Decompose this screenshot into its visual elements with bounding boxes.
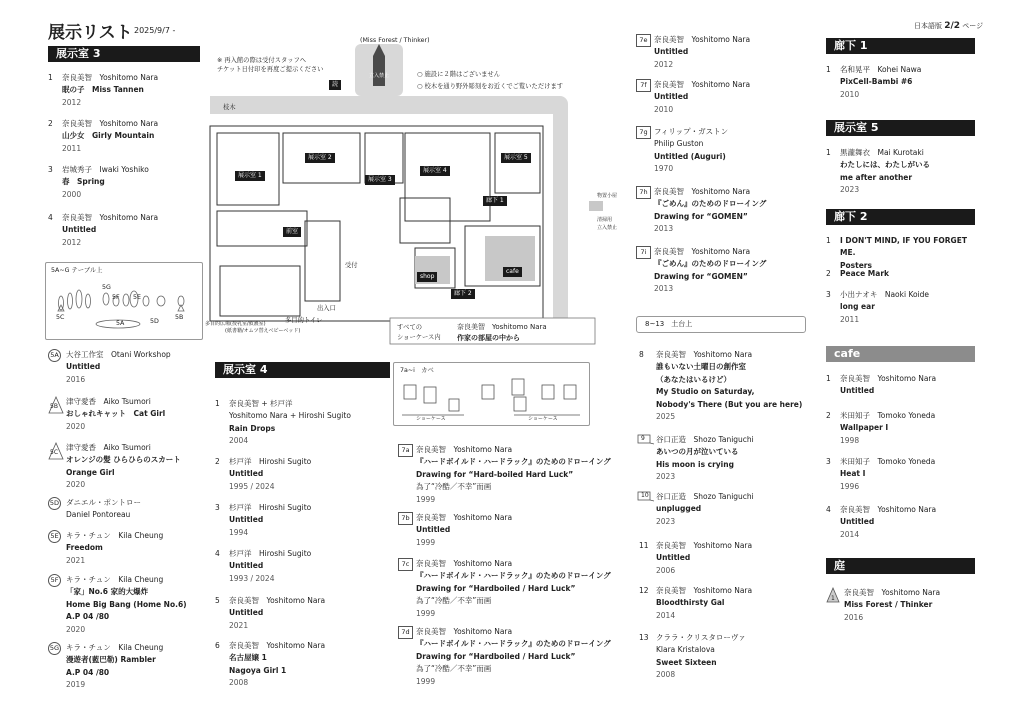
map-exit: 出入口 bbox=[317, 305, 336, 312]
work-line: 奈良美智 Yoshitomo Nara bbox=[416, 513, 513, 522]
work-entry bbox=[826, 373, 976, 398]
work-line: 岩城秀子 Iwaki Yoshiko bbox=[62, 165, 149, 174]
work-line: Heat I bbox=[840, 469, 866, 479]
work-line: 1999 bbox=[416, 537, 436, 547]
work-line: 1999 bbox=[416, 676, 436, 686]
map-reception: 受付 bbox=[345, 262, 358, 269]
work-line: 為了“冷酷／不幸”而画 bbox=[416, 482, 492, 492]
work-line: キラ・チュン Kila Cheung bbox=[66, 643, 164, 652]
work-line: Untitled bbox=[62, 225, 97, 235]
work-line: （あなたはいるけど） bbox=[656, 374, 731, 384]
work-line: 2013 bbox=[654, 284, 674, 294]
work-line: 1993 / 2024 bbox=[229, 573, 275, 583]
work-line: 春 Spring bbox=[62, 177, 105, 187]
work-line: Untitled bbox=[229, 608, 264, 618]
section-corridor1: 廊下 1 bbox=[826, 38, 975, 54]
work-line: 奈良美智 Yoshitomo Nara bbox=[229, 596, 326, 605]
work-entry bbox=[636, 186, 811, 236]
work-number: 8 bbox=[639, 350, 644, 359]
work-line: 2012 bbox=[62, 97, 82, 107]
work-line: 杉戸洋 Hiroshi Sugito bbox=[229, 503, 312, 512]
wall7-label: 7a~i カベ bbox=[400, 367, 434, 374]
map-side1: 物置小屋 bbox=[597, 193, 618, 199]
work-number: 3 bbox=[215, 503, 220, 512]
map-bottom2: (紙書籍/オムツ替えベビーベッド) bbox=[225, 328, 301, 334]
work-line: 1970 bbox=[654, 164, 674, 174]
work-line: My Studio on Saturday, bbox=[656, 387, 755, 397]
work-line: 2016 bbox=[66, 374, 86, 384]
work-line: 1995 / 2024 bbox=[229, 481, 275, 491]
work-line: His moon is crying bbox=[656, 459, 734, 469]
showcase-label: すべての bbox=[397, 324, 423, 331]
work-number: 1 bbox=[826, 374, 831, 383]
work-line: 2006 bbox=[656, 565, 676, 575]
map-corridor2: 廊下 2 bbox=[451, 289, 475, 299]
work-line: 誰もいない土曜日の創作室 bbox=[656, 362, 746, 372]
work-line: Untitled bbox=[656, 553, 691, 563]
work-entry: 10 谷口正造 Shozo Taniguchi unplugged 2023 bbox=[639, 491, 819, 528]
work-line: クララ・クリスタローヴァ bbox=[656, 633, 746, 642]
work-entry bbox=[639, 585, 819, 622]
work-line: 2020 bbox=[66, 421, 86, 431]
work-tag: 5D bbox=[48, 497, 61, 510]
work-line: 名和晃平 Kohei Nawa bbox=[840, 65, 922, 74]
work-line: キラ・チュン Kila Cheung bbox=[66, 531, 164, 540]
work-line: 奈良美智 Yoshitomo Nara bbox=[840, 374, 937, 383]
work-line: unplugged bbox=[656, 504, 702, 514]
work-tag: 5B bbox=[50, 403, 58, 410]
work-line: Untitled bbox=[654, 92, 689, 102]
work-entry bbox=[826, 504, 976, 541]
work-number: 6 bbox=[215, 641, 220, 650]
work-line: 『ハードボイルド・ハードラック』のためのドローイング bbox=[416, 571, 611, 581]
work-line: 2012 bbox=[62, 237, 82, 247]
work-number: 13 bbox=[639, 633, 649, 642]
work-number: 2 bbox=[215, 457, 220, 466]
showcase-caption: ショーケース bbox=[528, 416, 558, 422]
work-line: 2023 bbox=[840, 185, 860, 195]
work-line: Philip Guston bbox=[654, 139, 704, 149]
page-indicator: 日本語版 2/2 ページ bbox=[914, 21, 984, 31]
map-room2: 展示室 2 bbox=[305, 153, 335, 163]
work-line: A.P 04 /80 bbox=[66, 612, 110, 622]
section-cafe: cafe bbox=[826, 346, 975, 362]
work-line: 2021 bbox=[229, 620, 249, 630]
work-line: Untitled bbox=[229, 561, 264, 571]
work-entry bbox=[639, 632, 819, 682]
work-line: 奈良美智 Yoshitomo Nara bbox=[416, 445, 513, 454]
work-line: 『ハードボイルド・ハードラック』のためのドローイング bbox=[416, 457, 611, 467]
work-line: 小出ナオキ Naoki Koide bbox=[840, 290, 930, 299]
work-line: Drawing for “Hardboiled / Hard Luck” bbox=[416, 583, 576, 593]
map-top-warning: 立入禁止 bbox=[369, 73, 390, 79]
page-title: 展示リスト bbox=[48, 23, 133, 43]
work-line: 2004 bbox=[229, 436, 249, 446]
work-line: 奈良美智 + 杉戸洋 bbox=[229, 399, 293, 408]
work-line: 1996 bbox=[840, 481, 860, 491]
work-line: 米田知子 Tomoko Yoneda bbox=[840, 457, 936, 466]
showcase-title: 作家の部屋の中から bbox=[457, 334, 520, 342]
work-entry bbox=[636, 246, 811, 296]
work-line: 「家」No.6 家的大爆炸 bbox=[66, 587, 149, 597]
work-line: 奈良美智 Yoshitomo Nara bbox=[654, 247, 751, 256]
work-line: 奈良美智 Yoshitomo Nara bbox=[62, 119, 159, 128]
work-line: あいつの月が泣いている bbox=[656, 447, 739, 457]
work-line: 2023 bbox=[656, 472, 676, 482]
work-line: Sweet Sixteen bbox=[656, 657, 717, 667]
map-stamp: 読 bbox=[329, 80, 341, 90]
work-line: 1998 bbox=[840, 435, 860, 445]
work-line: 1999 bbox=[416, 608, 436, 618]
work-number: 3 bbox=[48, 165, 53, 174]
work-line: 2014 bbox=[656, 610, 676, 620]
work-line: 奈良美智 Yoshitomo Nara bbox=[656, 350, 753, 359]
work-line: 『ごめん』のためのドローイング bbox=[654, 199, 767, 209]
work-line: 津守愛香 Aiko Tsumori bbox=[66, 397, 151, 406]
work-line: 2010 bbox=[654, 104, 674, 114]
map-room3: 展示室 3 bbox=[365, 175, 395, 185]
map-note-garden: ○ 校木を通り野外彫刻をお近くでご覧いただけます bbox=[417, 83, 564, 90]
work-entry bbox=[398, 558, 613, 620]
work-tag: 7e bbox=[636, 34, 651, 47]
work-number: 3 bbox=[826, 457, 831, 466]
work-entry bbox=[826, 410, 976, 447]
work-line: Freedom bbox=[66, 543, 103, 553]
work-entry bbox=[826, 64, 976, 101]
triangle-marker-icon bbox=[826, 587, 839, 600]
work-number: 2 bbox=[826, 269, 831, 278]
map-side3: 立入禁止 bbox=[597, 225, 618, 231]
work-line: 2012 bbox=[654, 59, 674, 69]
work-line: Untitled bbox=[654, 47, 689, 57]
work-line: Untitled bbox=[840, 386, 875, 396]
map-corridor1: 廊下 1 bbox=[483, 196, 507, 206]
work-entry bbox=[636, 126, 811, 176]
showcase-label2: ショーケース内 bbox=[397, 334, 441, 341]
work-tag: 5F bbox=[48, 574, 61, 587]
work-line: Posters bbox=[840, 260, 872, 270]
work-line: 奈良美智 Yoshitomo Nara bbox=[62, 213, 159, 222]
work-line: 谷口正造 Shozo Taniguchi bbox=[656, 492, 754, 501]
work-line: 2013 bbox=[654, 224, 674, 234]
work-number: 2 bbox=[826, 411, 831, 420]
work-line: フィリップ・ガストン bbox=[654, 127, 729, 136]
work-line: 為了“冷酷／不幸”而画 bbox=[416, 664, 492, 674]
work-number: 4 bbox=[215, 549, 220, 558]
work-line: Daniel Pontoreau bbox=[66, 510, 131, 520]
work-number: 12 bbox=[639, 586, 649, 595]
work-line: 奈良美智 Yoshitomo Nara bbox=[654, 35, 751, 44]
work-line: long ear bbox=[840, 302, 875, 312]
work-line: 漫遊者(藍巴勒) Rambler bbox=[66, 655, 156, 665]
work-line: Drawing for “Hard-boiled Hard Luck” bbox=[416, 469, 574, 479]
work-line: 2011 bbox=[840, 314, 860, 324]
map-note-reentry: ※ 再入館の際は受付スタッフへ チケット日付印を再度ご提示ください bbox=[217, 57, 324, 73]
floor-map bbox=[205, 36, 625, 346]
work-line: 大谷工作室 Otani Workshop bbox=[66, 350, 171, 359]
work-line: 奈良美智 Yoshitomo Nara bbox=[656, 541, 753, 550]
work-entry bbox=[639, 349, 819, 423]
work-line: A.P 04 /80 bbox=[66, 667, 110, 677]
work-entry bbox=[639, 540, 819, 577]
work-entry bbox=[398, 444, 613, 506]
work-tag: 7f bbox=[636, 79, 651, 92]
work-entry bbox=[636, 34, 811, 71]
work-line: 『ごめん』のためのドローイング bbox=[654, 259, 767, 269]
map-toilet: 多目的トイレ bbox=[285, 317, 323, 324]
work-line: 2023 bbox=[656, 516, 676, 526]
work-line: キラ・チュン Kila Cheung bbox=[66, 575, 164, 584]
work-line: 2021 bbox=[66, 555, 86, 565]
map-room1: 展示室 1 bbox=[235, 171, 265, 181]
section-corridor2: 廊下 2 bbox=[826, 209, 975, 225]
work-line: 奈良美智 Yoshitomo Nara bbox=[654, 80, 751, 89]
work-number: 4 bbox=[826, 505, 831, 514]
map-cafe: cafe bbox=[503, 267, 522, 277]
work-line: 名古屋嬢 1 bbox=[229, 653, 267, 663]
work-line: おしゃれキャット Cat Girl bbox=[66, 409, 166, 419]
section-room4: 展示室 4 bbox=[215, 362, 390, 378]
work-line: 谷口正造 Shozo Taniguchi bbox=[656, 435, 754, 444]
work-entry bbox=[826, 268, 976, 280]
work-line: オレンジの髪 ひらひらのスカート bbox=[66, 455, 181, 465]
work-line: PixCell-Bambi #6 bbox=[840, 77, 913, 87]
work-line: 奈良美智 Yoshitomo Nara bbox=[62, 73, 159, 82]
inset-mark: 5D bbox=[150, 318, 159, 325]
inset-mark: 5E bbox=[133, 294, 141, 301]
work-number: 4 bbox=[48, 213, 53, 222]
work-line: Untitled bbox=[66, 362, 101, 372]
work-line: Untitled (Auguri) bbox=[654, 151, 726, 161]
work-line: ダニエル・ポントロー bbox=[66, 498, 141, 507]
work-entry bbox=[398, 626, 613, 688]
work-line: Drawing for “GOMEN” bbox=[654, 211, 748, 221]
work-line: 1994 bbox=[229, 527, 249, 537]
work-entry bbox=[398, 512, 613, 549]
work-line: 奈良美智 Yoshitomo Nara bbox=[229, 641, 326, 650]
work-line: 2020 bbox=[66, 624, 86, 634]
work-line: 山少女 Girly Mountain bbox=[62, 131, 155, 141]
garden-work: 1 奈良美智 Yoshitomo Nara Miss Forest / Thinker 2016 bbox=[826, 587, 1024, 624]
work-line: 黒瀧舞衣 Mai Kurotaki bbox=[840, 148, 924, 157]
work-entry bbox=[826, 456, 976, 493]
section-room3: 展示室 3 bbox=[48, 46, 200, 62]
table-inset bbox=[45, 262, 203, 340]
map-anteroom: 前室 bbox=[283, 227, 301, 237]
work-line: Drawing for “GOMEN” bbox=[654, 271, 748, 281]
work-line: 2008 bbox=[656, 670, 676, 680]
work-line: 『ハードボイルド・ハードラック』のためのドローイング bbox=[416, 639, 611, 649]
triangle-marker-icon bbox=[48, 442, 61, 455]
wall7-diagram bbox=[393, 362, 590, 426]
work-number: 3 bbox=[826, 290, 831, 299]
work-line: Untitled bbox=[840, 517, 875, 527]
work-line: Peace Mark bbox=[840, 269, 889, 278]
triangle-marker-icon bbox=[48, 396, 61, 409]
work-line: 奈良美智 Yoshitomo Nara bbox=[656, 586, 753, 595]
date-label: 2025/9/7 - bbox=[134, 26, 176, 35]
work-line: 2010 bbox=[840, 89, 860, 99]
map-top-label: (Miss Forest / Thinker) bbox=[360, 37, 430, 44]
work-tag: 5C bbox=[50, 449, 59, 456]
work-line: 津守愛香 Aiko Tsumori bbox=[66, 443, 151, 452]
inset-mark: 5F bbox=[112, 294, 120, 301]
work-tag: 7g bbox=[636, 126, 651, 139]
work-tag: 7a bbox=[398, 444, 413, 457]
work-line: Yoshitomo Nara + Hiroshi Sugito bbox=[229, 411, 351, 421]
work-line: Klara Kristalova bbox=[656, 645, 715, 655]
work-line: 2025 bbox=[656, 412, 676, 422]
work-line: Drawing for “Hardboiled / Hard Luck” bbox=[416, 651, 576, 661]
work-line: 2019 bbox=[66, 680, 86, 690]
work-line: Rain Drops bbox=[229, 423, 276, 433]
work-tag: 7d bbox=[398, 626, 413, 639]
work-line: Home Big Bang (Home No.6) bbox=[66, 599, 187, 609]
work-line: 米田知子 Tomoko Yoneda bbox=[840, 411, 936, 420]
work-line: Untitled bbox=[416, 525, 451, 535]
map-side2: 清掃用 bbox=[597, 217, 613, 223]
work-tag: 7h bbox=[636, 186, 651, 199]
work-number: 1 bbox=[48, 73, 53, 82]
work-line: 奈良美智 Yoshitomo Nara bbox=[416, 559, 513, 568]
work-number: 1 bbox=[826, 148, 831, 157]
work-tag: 5E bbox=[48, 530, 61, 543]
work-line: 奈良美智 Yoshitomo Nara bbox=[840, 505, 937, 514]
work-number: 1 bbox=[826, 236, 831, 245]
work-line: 為了“冷酷／不幸”而画 bbox=[416, 596, 492, 606]
work-line: Wallpaper I bbox=[840, 423, 889, 433]
work-line: 1999 bbox=[416, 494, 436, 504]
map-shop: shop bbox=[417, 272, 437, 282]
inset-mark: 5C bbox=[56, 314, 65, 321]
work-line: Untitled bbox=[229, 515, 264, 525]
map-room5: 展示室 5 bbox=[501, 153, 531, 163]
inset-mark: 5A bbox=[116, 320, 125, 327]
work-line: Untitled bbox=[229, 469, 264, 479]
inset-mark: 5G bbox=[102, 284, 111, 291]
work-number: 5 bbox=[215, 596, 220, 605]
inset-label: 5A~G テーブル上 bbox=[51, 267, 103, 274]
work-entry bbox=[826, 235, 976, 272]
work-number: 11 bbox=[639, 541, 649, 550]
work-line: Orange Girl bbox=[66, 467, 115, 477]
showcase-artist: 奈良美智 Yoshitomo Nara bbox=[457, 323, 547, 331]
section-room5: 展示室 5 bbox=[826, 120, 975, 136]
work-line: Nagoya Girl 1 bbox=[229, 665, 287, 675]
map-note-floors: ○ 施設に２階はございません bbox=[417, 71, 501, 78]
work-tag: 5A bbox=[48, 349, 61, 362]
work-line: 2014 bbox=[840, 529, 860, 539]
eight-label: 8~13 土台上 bbox=[645, 320, 693, 328]
work-number: 1 bbox=[215, 399, 220, 408]
work-line: I DON'T MIND, IF YOU FORGET ME. bbox=[840, 236, 967, 258]
inset-mark: 5B bbox=[175, 314, 184, 321]
work-tag: 7b bbox=[398, 512, 413, 525]
work-entry bbox=[636, 79, 811, 116]
map-bottom1: 多目的広場(授乳室/救護室) bbox=[205, 321, 266, 327]
work-line: 2020 bbox=[66, 480, 86, 490]
work-line: 奈良美智 Yoshitomo Nara bbox=[654, 187, 751, 196]
section-garden: 庭 bbox=[826, 558, 975, 574]
work-line: わたしには、わたしがいる bbox=[840, 160, 930, 170]
work-tag: 5G bbox=[48, 642, 61, 655]
map-road-label: 枝木 bbox=[223, 104, 236, 111]
work-line: 奈良美智 Yoshitomo Nara bbox=[416, 627, 513, 636]
work-line: 眠の子 Miss Tannen bbox=[62, 85, 144, 95]
work-tag: 7c bbox=[398, 558, 413, 571]
work-entry bbox=[826, 147, 976, 197]
work-entry bbox=[826, 289, 976, 326]
work-line: 2008 bbox=[229, 678, 249, 688]
work-line: Bloodthirsty Gal bbox=[656, 598, 725, 608]
eight-label-box bbox=[636, 316, 806, 333]
work-line: 杉戸洋 Hiroshi Sugito bbox=[229, 457, 312, 466]
work-line: Nobody's There (But you are here) bbox=[656, 399, 803, 409]
map-room4: 展示室 4 bbox=[420, 166, 450, 176]
svg-text:1: 1 bbox=[831, 595, 835, 602]
work-entry: 9 谷口正造 Shozo Taniguchi あいつの月が泣いている His moon is crying 2023 bbox=[639, 434, 819, 484]
work-line: 杉戸洋 Hiroshi Sugito bbox=[229, 549, 312, 558]
work-tag: 7i bbox=[636, 246, 651, 259]
work-number: 2 bbox=[48, 119, 53, 128]
showcase-caption: ショーケース bbox=[416, 416, 446, 422]
work-line: 2011 bbox=[62, 143, 82, 153]
work-line: 2000 bbox=[62, 189, 82, 199]
work-number: 1 bbox=[826, 65, 831, 74]
work-line: me after another bbox=[840, 172, 913, 182]
